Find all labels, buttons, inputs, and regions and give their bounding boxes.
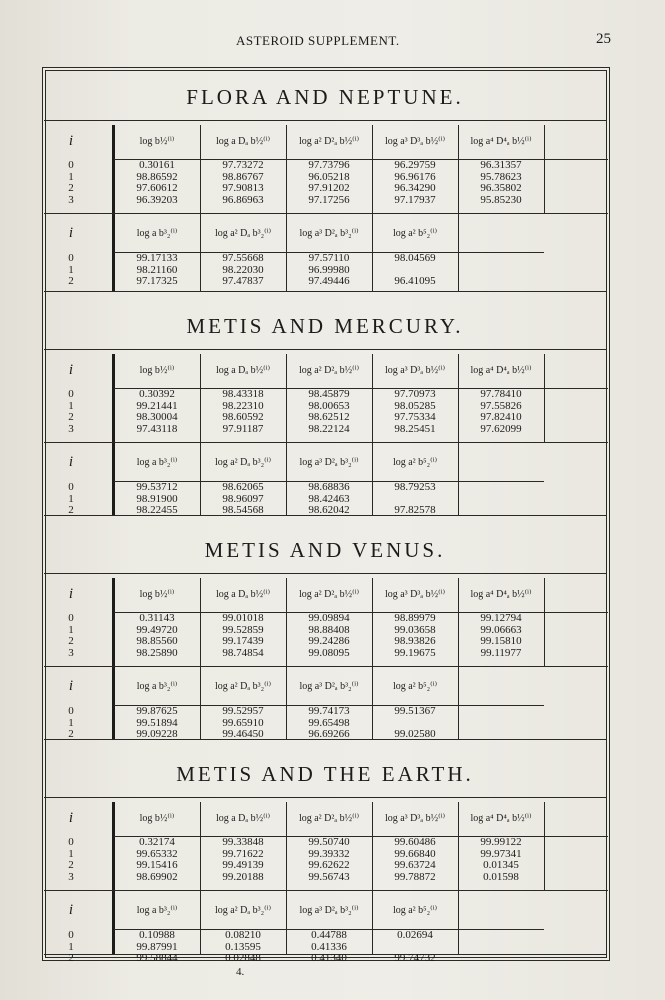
column-values: 97.73272 98.86767 97.90813 96.86963 — [222, 159, 264, 206]
index-values: 0 1 2 3 — [68, 388, 74, 435]
column-values: 0.44788 0.41336 0.41340 — [311, 929, 347, 964]
column-values: 97.57110 96.99980 97.49446 — [308, 252, 350, 287]
column-values: 98.43318 98.22310 98.60592 97.91187 — [222, 388, 264, 435]
page-number: 25 — [596, 31, 611, 47]
column-header: log a⁴ D⁴ₐ b½⁽ⁱ⁾ — [470, 365, 532, 376]
column-header: log b½⁽ⁱ⁾ — [139, 365, 175, 376]
column-header: log a⁴ D⁴ₐ b½⁽ⁱ⁾ — [470, 136, 532, 147]
column-values: 98.89979 99.03658 98.93826 99.19675 — [394, 612, 436, 659]
column-rule — [544, 125, 545, 213]
section-rule — [44, 349, 606, 350]
column-header: log a² b⁵₂⁽ⁱ⁾ — [392, 905, 438, 916]
section-title: METIS AND MERCURY. — [186, 314, 464, 338]
column-header: log a³ D³ₐ b½⁽ⁱ⁾ — [384, 365, 446, 376]
column-values: 99.87625 99.51894 99.09228 — [136, 705, 178, 740]
column-header: log a³ D²ₐ b³₂⁽ⁱ⁾ — [299, 681, 359, 692]
column-values: 98.04569 96.41095 — [394, 252, 436, 287]
column-values: 0.02694 99.74732 — [394, 929, 436, 964]
column-values: 0.31143 99.49720 98.85560 98.25890 — [136, 612, 178, 659]
column-values: 99.99122 99.97341 0.01345 0.01598 — [480, 836, 522, 883]
column-values: 98.62065 98.96097 98.54568 — [222, 481, 264, 516]
section-rule — [44, 120, 606, 121]
column-rule — [544, 578, 545, 666]
column-header: log a² D²ₐ b½⁽ⁱ⁾ — [298, 365, 360, 376]
column-values: 96.29759 96.96176 96.34290 97.17937 — [394, 159, 436, 206]
running-head — [0, 33, 665, 53]
column-values: 98.45879 98.00653 98.62512 98.22124 — [308, 388, 350, 435]
column-values: 97.70973 98.05285 97.75334 98.25451 — [394, 388, 436, 435]
column-header: log a² Dₐ b³₂⁽ⁱ⁾ — [214, 228, 272, 239]
column-rule — [544, 354, 545, 442]
row-rule — [44, 213, 608, 214]
signature-mark: 4. — [236, 966, 245, 978]
section-rule — [44, 573, 606, 574]
column-values: 99.53712 98.91900 98.22455 — [136, 481, 178, 516]
index-header: i — [68, 362, 74, 378]
column-values: 99.09894 98.88408 99.24286 99.08095 — [308, 612, 350, 659]
column-header: log a³ D²ₐ b³₂⁽ⁱ⁾ — [299, 457, 359, 468]
column-header: log a⁴ D⁴ₐ b½⁽ⁱ⁾ — [470, 813, 532, 824]
column-header: log a Dₐ b½⁽ⁱ⁾ — [215, 136, 271, 147]
row-rule — [44, 890, 608, 891]
column-rule — [544, 802, 545, 890]
index-header: i — [68, 810, 74, 826]
column-values: 99.52957 99.65910 99.46450 — [222, 705, 264, 740]
section-bottom-rule — [44, 291, 606, 292]
index-values: 0 1 2 — [68, 929, 74, 964]
column-header: log a³ D³ₐ b½⁽ⁱ⁾ — [384, 589, 446, 600]
section-title: METIS AND THE EARTH. — [176, 762, 474, 786]
column-values: 0.32174 99.65332 99.15416 98.69902 — [136, 836, 178, 883]
column-values: 96.31357 95.78623 96.35802 95.85230 — [480, 159, 522, 206]
column-header: log a² b⁵₂⁽ⁱ⁾ — [392, 457, 438, 468]
column-values: 99.12794 99.06663 99.15810 99.11977 — [480, 612, 522, 659]
running-head-title: ASTEROID SUPPLEMENT. — [236, 33, 400, 48]
column-header: log a² Dₐ b³₂⁽ⁱ⁾ — [214, 681, 272, 692]
column-header: log a² b⁵₂⁽ⁱ⁾ — [392, 681, 438, 692]
index-header: i — [68, 902, 74, 918]
index-header: i — [68, 225, 74, 241]
column-header: log a b³₂⁽ⁱ⁾ — [136, 681, 178, 692]
column-values: 98.79253 97.82578 — [394, 481, 436, 516]
index-values: 0 1 2 — [68, 481, 74, 516]
column-values: 99.01018 99.52859 99.17439 98.74854 — [222, 612, 264, 659]
column-values: 99.33848 99.71622 99.49139 99.20188 — [222, 836, 264, 883]
column-header: log a³ D²ₐ b³₂⁽ⁱ⁾ — [299, 905, 359, 916]
column-header: log a Dₐ b½⁽ⁱ⁾ — [215, 589, 271, 600]
column-header: log a Dₐ b½⁽ⁱ⁾ — [215, 365, 271, 376]
column-header: log a² Dₐ b³₂⁽ⁱ⁾ — [214, 905, 272, 916]
section-title: METIS AND VENUS. — [204, 538, 446, 562]
column-values: 97.55668 98.22030 97.47837 — [222, 252, 264, 287]
table-section — [42, 67, 608, 296]
index-values: 0 1 2 3 — [68, 836, 74, 883]
column-values: 97.73796 96.05218 97.91202 97.17256 — [308, 159, 350, 206]
index-values: 0 1 2 3 — [68, 159, 74, 206]
column-header: log a b³₂⁽ⁱ⁾ — [136, 905, 178, 916]
column-header: log a b³₂⁽ⁱ⁾ — [136, 228, 178, 239]
column-values: 99.74173 99.65498 96.69266 — [308, 705, 350, 740]
column-header: log b½⁽ⁱ⁾ — [139, 136, 175, 147]
table-section — [42, 296, 608, 520]
row-rule — [44, 666, 608, 667]
column-values: 99.50740 99.39332 99.62622 99.56743 — [308, 836, 350, 883]
column-values: 0.30392 99.21441 98.30004 97.43118 — [136, 388, 178, 435]
column-values: 98.68836 98.42463 98.62042 — [308, 481, 350, 516]
index-values: 0 1 2 3 — [68, 612, 74, 659]
column-header: log a² Dₐ b³₂⁽ⁱ⁾ — [214, 457, 272, 468]
column-header: log a b³₂⁽ⁱ⁾ — [136, 457, 178, 468]
table-section — [42, 520, 608, 744]
index-header: i — [68, 454, 74, 470]
column-header: log a³ D³ₐ b½⁽ⁱ⁾ — [384, 136, 446, 147]
column-values: 0.30161 98.86592 97.60612 96.39203 — [136, 159, 178, 206]
column-header: log a Dₐ b½⁽ⁱ⁾ — [215, 813, 271, 824]
table-section — [42, 744, 608, 964]
index-values: 0 1 2 — [68, 252, 74, 287]
index-header: i — [68, 133, 74, 149]
column-values: 97.78410 97.55826 97.82410 97.62099 — [480, 388, 522, 435]
column-header: log a² D²ₐ b½⁽ⁱ⁾ — [298, 589, 360, 600]
column-header: log a³ D³ₐ b½⁽ⁱ⁾ — [384, 813, 446, 824]
column-header: log a² D²ₐ b½⁽ⁱ⁾ — [298, 813, 360, 824]
column-values: 99.17133 98.21160 97.17325 — [136, 252, 178, 287]
row-rule — [44, 442, 608, 443]
column-header: log b½⁽ⁱ⁾ — [139, 589, 175, 600]
section-rule — [44, 797, 606, 798]
column-header: log b½⁽ⁱ⁾ — [139, 813, 175, 824]
column-values: 0.10988 99.87991 99.58844 — [136, 929, 178, 964]
index-header: i — [68, 586, 74, 602]
index-header: i — [68, 678, 74, 694]
column-values: 0.08210 0.13595 0.02848 — [225, 929, 261, 964]
column-values: 99.51367 99.02580 — [394, 705, 436, 740]
column-rule — [458, 125, 459, 291]
section-title: FLORA AND NEPTUNE. — [186, 85, 464, 109]
column-header: log a³ D²ₐ b³₂⁽ⁱ⁾ — [299, 228, 359, 239]
column-values: 99.60486 99.66840 99.63724 99.78872 — [394, 836, 436, 883]
column-header: log a² D²ₐ b½⁽ⁱ⁾ — [298, 136, 360, 147]
column-header: log a⁴ D⁴ₐ b½⁽ⁱ⁾ — [470, 589, 532, 600]
column-header: log a² b⁵₂⁽ⁱ⁾ — [392, 228, 438, 239]
index-values: 0 1 2 — [68, 705, 74, 740]
